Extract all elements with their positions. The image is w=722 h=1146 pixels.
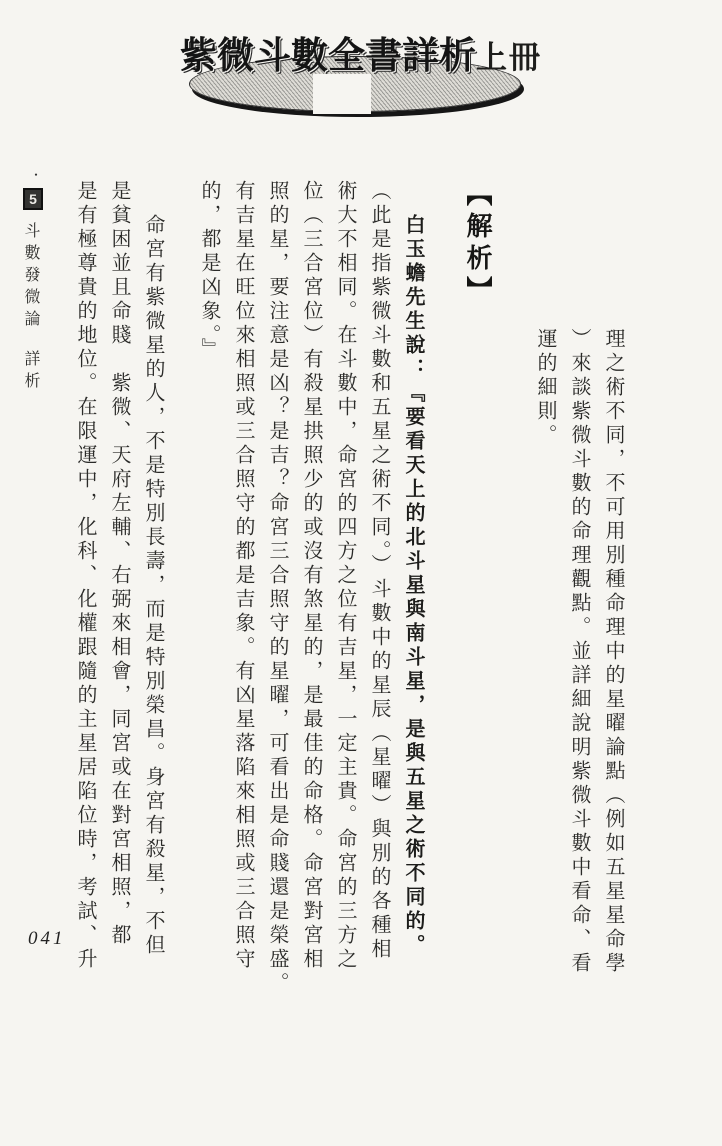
text-column: 照的星，要注意是凶？是吉？命宮三合照守的星曜，可看出是命賤還是榮盛。 (266, 180, 288, 996)
book-title (171, 26, 551, 89)
text-column: 是有極尊貴的地位。在限運中，化科、化權跟隨的主星居陷位時，考試、升 (74, 180, 96, 972)
chapter-subtitle: 詳析 (22, 350, 39, 394)
text-column: 有吉星在旺位來相照或三合照守的都是吉象。有凶星落陷來相照或三合照守 (232, 180, 254, 972)
text-column: 的，都是凶象。』 (198, 180, 220, 362)
text-column: 理之術不同，不可用別種命理中的星曜論點（例如五星星命學 (602, 328, 624, 976)
book-title-volume: 上冊 (476, 40, 542, 75)
title-logo (171, 26, 551, 116)
chapter-title: 斗數發微論 (22, 222, 39, 332)
text-column: （此是指紫微斗數和五星之術不同。）斗數中的星辰（星曜）與別的各種相 (368, 180, 390, 962)
chapter-number-badge: 5 (23, 188, 43, 210)
quote-column: 白玉蟾先生說：『要看天上的北斗星與南斗星，是與五星之術不同的。 (402, 214, 424, 958)
main-text (64, 180, 630, 998)
sidebar-bullet: ・ (30, 168, 43, 182)
text-column: ）來談紫微斗數的命理觀點。並詳細說明紫微斗數中看命、看 (568, 328, 590, 976)
text-column: 位（三合宮位）有殺星拱照少的或沒有煞星的，是最佳的命格。命宮對宮相 (300, 180, 322, 972)
text-column: 運的細則。 (534, 328, 556, 448)
text-column: 是貧困並且命賤 紫微、天府左輔、右弼來相會，同宮或在對宮相照，都 (108, 180, 130, 948)
text-column: 術大不相同。在斗數中，命宮的四方之位有吉星，一定主貴。命宮的三方之 (334, 180, 356, 972)
section-header: 【解析】 (463, 180, 492, 308)
page-number: 041 (28, 928, 66, 949)
book-title-main: 紫微斗數全書詳析 (180, 36, 476, 77)
text-column: 命宮有紫微星的人，不是特別長壽，而是特別榮昌。身宮有殺星，不但 (142, 214, 164, 958)
